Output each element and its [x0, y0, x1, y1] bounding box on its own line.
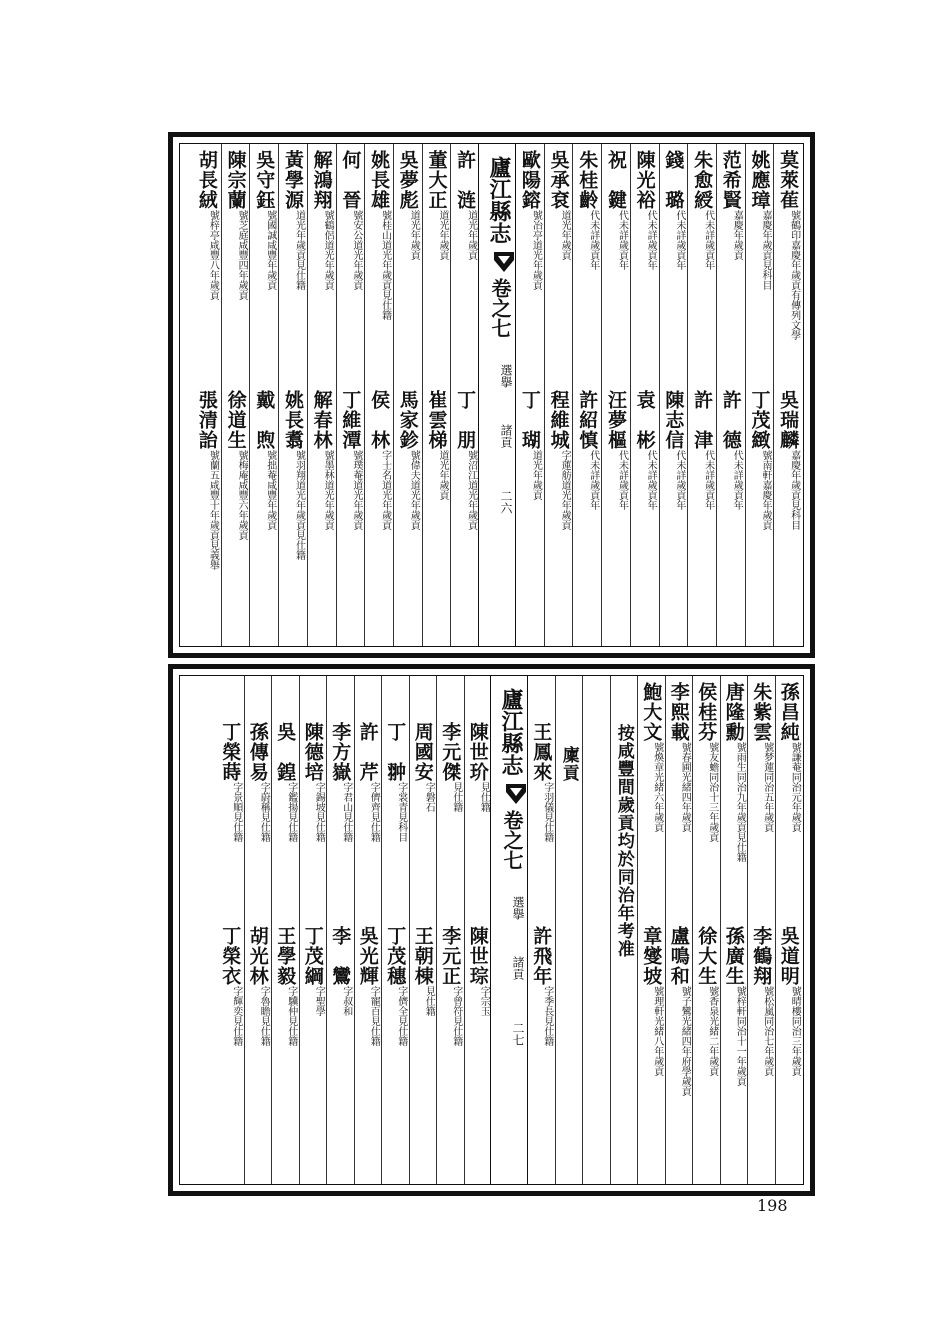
entry-name: 歐陽鎔: [518, 150, 541, 210]
entry-note: 字叔和: [340, 986, 352, 1016]
entry: [717, 150, 746, 383]
entry-note: 字魯瞻見仕籍: [258, 986, 270, 1046]
entry: [394, 390, 423, 620]
entry-note: 字聖學: [313, 986, 325, 1016]
entry-name: 丁 翀: [384, 722, 407, 782]
entry: [300, 722, 328, 917]
entry-note: 代未詳歲貢年: [702, 210, 714, 270]
text-column: [450, 144, 480, 646]
text-column: [409, 676, 438, 1184]
entry: [746, 150, 775, 383]
entry-name: 姚長翥: [281, 390, 304, 450]
entry: [545, 150, 574, 383]
entry: [528, 926, 556, 1162]
note-text-cell: [611, 724, 639, 1144]
subsection-label: 諸貢: [511, 956, 525, 980]
entry-name: 姚長雄: [368, 150, 391, 210]
entry: [602, 390, 631, 620]
entry: [337, 150, 366, 383]
text-column: [544, 144, 574, 646]
entry-name: 解鴻翔: [310, 150, 333, 210]
entry-name: 吳 鍠: [274, 722, 297, 782]
entry: [279, 150, 308, 383]
entry-name: 李熙載: [667, 682, 690, 742]
entry-note: 見仕籍: [450, 782, 462, 812]
section-label: 選擧: [499, 364, 513, 388]
entry-name: 侯 林: [368, 390, 391, 450]
entry-note: 號芝庭咸豐四年歲貢: [236, 210, 248, 300]
subsection-label: 諸貢: [499, 424, 513, 448]
entry-note: 字驥仲見仕籍: [285, 986, 297, 1046]
entry-note: 號雨生同治九年歲貢見仕籍: [734, 742, 746, 862]
entry-note: 道光年歲貢: [559, 210, 571, 260]
text-column: [249, 144, 279, 646]
entry-note: 代未詳歲貢年: [587, 450, 599, 510]
entry: [666, 926, 694, 1162]
entry-name: 朱愈綬: [691, 150, 714, 210]
entry-note: 號梦蓮同治五年歲貢: [761, 742, 773, 832]
entry-name: 陳志信: [662, 390, 685, 450]
folio-number: 二七: [511, 1022, 525, 1046]
entry: [308, 150, 337, 383]
text-column: [716, 144, 746, 646]
entry-note: 號桂山道光年歲貢見仕籍: [379, 210, 391, 320]
entry: [573, 150, 602, 383]
entry-note: 嘉慶年歲貢見科目: [759, 210, 771, 290]
entry: [602, 150, 631, 383]
entry: [776, 682, 804, 917]
entry-note: 字宗玉: [478, 986, 490, 1016]
text-column: [364, 144, 394, 646]
entry-note: 字輝奕見仕籍: [230, 986, 242, 1046]
text-column: [659, 144, 689, 646]
text-column: [773, 144, 803, 646]
entry-name: 陳宗蘭: [224, 150, 247, 210]
entry-note: 字鑑揚見仕籍: [285, 782, 297, 842]
entry-name: 李元傑: [439, 722, 462, 782]
entry-name: 許 德: [719, 390, 742, 450]
entry-name: 丁茂穗: [384, 926, 407, 986]
entry: [279, 390, 308, 620]
entry: [327, 926, 355, 1162]
entry-name: 許 津: [691, 390, 714, 450]
entry: [638, 926, 666, 1162]
entry: [217, 722, 245, 917]
entry-name: 孫傳易: [246, 722, 269, 782]
entry: [193, 390, 222, 620]
entry: [528, 722, 556, 912]
entry-name: 唐隆勳: [722, 682, 745, 742]
entry: [688, 390, 717, 620]
volume-label: 卷之七: [500, 810, 524, 870]
entry-note: 道光年歲貢: [436, 210, 448, 260]
entry-name: 丁榮蒔: [219, 722, 242, 782]
entry-note: 代未詳歲貢年: [673, 210, 685, 270]
text-column: [307, 144, 337, 646]
entry-note: 字寵百見仕籍: [368, 986, 380, 1046]
entry-note: 見仕籍: [478, 782, 490, 812]
entry: [222, 390, 251, 620]
text-column: [747, 676, 776, 1184]
text-column: [665, 676, 694, 1184]
page-number: 198: [757, 1196, 788, 1215]
entry-name: 胡長絨: [195, 150, 218, 210]
entry-note: 號蘭五咸豐十年歲貢見義舉: [207, 450, 219, 570]
entry: [217, 926, 245, 1162]
book-title: 廬江縣志: [498, 688, 524, 776]
entry: [465, 926, 493, 1162]
entry-note: 號春圃光緒四年歲貢: [679, 742, 691, 832]
text-column: [630, 144, 660, 646]
entry: [245, 722, 273, 917]
entry: [365, 150, 394, 383]
text-column: [299, 676, 328, 1184]
entry-note: 號冶亭道光年歲貢: [530, 210, 542, 290]
entry-note: 號謙菴同治元年歲貢: [789, 742, 801, 832]
entry: [688, 150, 717, 383]
entry: [410, 722, 438, 917]
top-page: [168, 132, 815, 658]
section-label: 選擧: [511, 896, 525, 920]
entry: [394, 150, 423, 383]
entry-name: 吳瑞麟: [777, 390, 800, 450]
entry-note: 嘉慶年歲貢見科目: [788, 450, 800, 530]
entry-name: 丁維潭: [339, 390, 362, 450]
entry-note: 字裳青見科目: [395, 782, 407, 842]
text-column: [354, 676, 383, 1184]
entry: [437, 722, 465, 917]
entry-note: 號安公道光年歲貢: [350, 210, 362, 290]
entry: [451, 390, 480, 620]
entry: [545, 390, 574, 620]
entry-note: 號松嵐同治七年歲貢: [761, 986, 773, 1076]
entry-note: 號友蟾同治十三年歲貢: [706, 742, 718, 842]
entry: [660, 390, 689, 620]
entry: [250, 390, 279, 620]
entry: [721, 926, 749, 1162]
entry: [437, 926, 465, 1162]
entry-name: 汪夢樞: [604, 390, 627, 450]
entry: [666, 682, 694, 917]
entry-name: 孫廣生: [722, 926, 745, 986]
note-text: 按咸豐間歲貢均於同治年考准: [613, 724, 634, 958]
entry-note: 號璞菴道光年歲貢: [350, 450, 362, 530]
center-header: [478, 144, 516, 646]
entry-name: 侯桂芬: [695, 682, 718, 742]
text-column: [221, 144, 251, 646]
text-column: [464, 676, 493, 1184]
entry: [465, 722, 493, 917]
entry-note: 代未詳歲貢年: [616, 210, 628, 270]
entry-name: 吳光輝: [356, 926, 379, 986]
entry-name: 何 晉: [339, 150, 362, 210]
entry-name: 解春林: [310, 390, 333, 450]
entry-note: 號鶴印嘉慶年歲貢有傳列文學: [788, 210, 800, 340]
entry-note: 號理軒光緒八年歲貢: [651, 986, 663, 1076]
entry-name: 盧鳴和: [667, 926, 690, 986]
entry-name: 陳德培: [301, 722, 324, 782]
entry: [365, 390, 394, 620]
text-column: [515, 144, 545, 646]
entry-note: 道光年歲貢: [436, 450, 448, 500]
text-column: [422, 144, 452, 646]
entry-name: 陳世琮: [466, 926, 489, 986]
entry-note: 字士名道光年歲貢: [379, 450, 391, 530]
entry: [631, 150, 660, 383]
entry-note: 道光年歲貢: [465, 210, 477, 260]
volume-label: 卷之七: [488, 278, 512, 338]
text-column: [775, 676, 804, 1184]
entry-name: 吳道明: [777, 926, 800, 986]
entry-name: 張清詒: [195, 390, 218, 450]
entry: [250, 150, 279, 383]
entry-name: 許紹慎: [576, 390, 599, 450]
entry-name: 徐道生: [224, 390, 247, 450]
text-column: [217, 676, 245, 1184]
text-column: [601, 144, 631, 646]
text-column: [687, 144, 717, 646]
book-title: 廬江縣志: [486, 156, 512, 244]
entry-name: 許飛年: [530, 926, 553, 986]
folio-number: 二六: [499, 490, 513, 514]
entry-note: 代未詳歲貢年: [673, 450, 685, 510]
entry-note: 代未詳歲貢年: [645, 210, 657, 270]
entry: [382, 926, 410, 1162]
entry-name: 許 芹: [356, 722, 379, 782]
entry-name: 孫昌純: [777, 682, 800, 742]
entry-name: 范希賢: [719, 150, 742, 210]
entry-name: 李 鸞: [329, 926, 352, 986]
entry-name: 李方嶽: [329, 722, 352, 782]
entry-note: 號羽翔道光年歲貢見仕籍: [293, 450, 305, 560]
entry-note: 道光年歲貢見仕籍: [293, 210, 305, 290]
entry-note: 號香泉光緒二年歲貢: [706, 986, 718, 1076]
entry: [423, 390, 452, 620]
entry-note: 字景順見仕籍: [230, 782, 242, 842]
text-column: [326, 676, 355, 1184]
entry-note: 代未詳歲貢年: [645, 450, 657, 510]
entry: [410, 926, 438, 1162]
text-column: [271, 676, 300, 1184]
text-column: [436, 676, 465, 1184]
entry-note: 道光年歲貢: [530, 450, 542, 500]
entry: [355, 926, 383, 1162]
text-column: [637, 676, 666, 1184]
entry-name: 丁 朋: [454, 390, 477, 450]
entry: [748, 926, 776, 1162]
bottom-page: [168, 664, 815, 1196]
entry-name: 董大正: [425, 150, 448, 210]
entry: [776, 926, 804, 1162]
entry-note: 號墨林道光年歲貢: [322, 450, 334, 530]
entry-note: 號煥章光緒六年歲貢: [651, 742, 663, 832]
entry-name: 吳承袞: [547, 150, 570, 210]
entry-note: 代未詳歲貢年: [587, 210, 599, 270]
entry-note: 代未詳歲貢年: [731, 450, 743, 510]
entry: [638, 682, 666, 917]
text-column: [381, 676, 410, 1184]
entry-note: 號偉夫道光年歲貢: [408, 450, 420, 530]
entry-note: 號拙菴咸豐年歲貢: [264, 450, 276, 530]
text-column: [610, 676, 639, 1184]
entry-name: 吳守鈺: [253, 150, 276, 210]
fish-tail-mark-icon: [493, 250, 515, 274]
entry-note: 字磐石: [423, 782, 435, 812]
entry: [272, 722, 300, 917]
entry-name: 李元正: [439, 926, 462, 986]
bottom-page-frame: [179, 675, 804, 1185]
entry-name: 許 涟: [454, 150, 477, 210]
entry: [748, 682, 776, 917]
entry: [774, 150, 803, 383]
entry: [300, 926, 328, 1162]
text-column: [582, 676, 611, 1184]
entry-note: 字儕齊見仕籍: [368, 782, 380, 842]
entry-name: 程維城: [547, 390, 570, 450]
entry-note: 號沼江道光年歲貢: [465, 450, 477, 530]
text-column: [393, 144, 423, 646]
entry-name: 鮑大文: [640, 682, 663, 742]
entry-note: 字儕全見仕籍: [395, 986, 407, 1046]
entry-name: 黃學源: [281, 150, 304, 210]
entry-name: 戴 煦: [253, 390, 276, 450]
entry-name: 章燮坡: [640, 926, 663, 986]
text-column: [572, 144, 602, 646]
entry-name: 崔雲梯: [425, 390, 448, 450]
entry-name: 周國安: [411, 722, 434, 782]
entry-note: 嘉慶年歲貢: [731, 210, 743, 260]
text-column: [527, 676, 556, 1184]
entry: [693, 926, 721, 1162]
entry: [573, 390, 602, 620]
entry: [774, 390, 803, 620]
entry-note: 號子鸞光緒四年府學歲貢: [679, 986, 691, 1096]
entry: [245, 926, 273, 1162]
text-column: [555, 676, 584, 1184]
entry-note: 字季長見仕籍: [541, 986, 553, 1046]
entry: [746, 390, 775, 620]
entry-name: 丁 瑚: [518, 390, 541, 450]
entry-name: 丁榮衣: [219, 926, 242, 986]
section-heading-cell: [556, 746, 584, 846]
entry: [451, 150, 480, 383]
entry-name: 王朝棟: [411, 926, 434, 986]
entry-note: 字蔚稱見仕籍: [258, 782, 270, 842]
entry: [308, 390, 337, 620]
entry: [337, 390, 366, 620]
section-heading: 廩貢: [558, 746, 579, 782]
center-header: [490, 676, 528, 1184]
entry-name: 徐大生: [695, 926, 718, 986]
entry-note: 號南軒嘉慶年歲貢: [759, 450, 771, 530]
entry: [660, 150, 689, 383]
entry-note: 代未詳歲貢年: [702, 450, 714, 510]
text-column: [244, 676, 273, 1184]
entry-note: 字錫坡見仕籍: [313, 782, 325, 842]
text-column: [193, 144, 222, 646]
entry: [423, 150, 452, 383]
entry: [382, 722, 410, 917]
entry: [516, 390, 545, 620]
entry-note: 見仕籍: [423, 986, 435, 1016]
text-column: [745, 144, 775, 646]
text-column: [720, 676, 749, 1184]
entry: [222, 150, 251, 383]
entry-note: 代未詳歲貢年: [616, 450, 628, 510]
entry-name: 朱紫雲: [750, 682, 773, 742]
entry-name: 姚應璋: [748, 150, 771, 210]
entry-note: 道光年歲貢: [408, 210, 420, 260]
entry: [193, 150, 222, 383]
entry: [355, 722, 383, 917]
entry: [516, 150, 545, 383]
entry-note: 字曾符見仕籍: [450, 986, 462, 1046]
entry-name: 吳夢彪: [396, 150, 419, 210]
fish-tail-mark-icon: [505, 782, 527, 806]
entry-name: 馬家鉁: [396, 390, 419, 450]
top-page-frame: [179, 143, 804, 647]
entry-name: 錢 璐: [662, 150, 685, 210]
entry-name: 莫萊萑: [777, 150, 800, 210]
entry: [721, 682, 749, 917]
text-column: [692, 676, 721, 1184]
entry-name: 祝 鍵: [604, 150, 627, 210]
entry: [717, 390, 746, 620]
entry-name: 李鶴翔: [750, 926, 773, 986]
entry-note: 號國誠咸豐年歲貢: [264, 210, 276, 290]
entry-name: 陳世玠: [466, 722, 489, 782]
text-column: [336, 144, 366, 646]
entry: [631, 390, 660, 620]
entry: [272, 926, 300, 1162]
entry-name: 丁茂緻: [748, 390, 771, 450]
entry-name: 朱桂齡: [576, 150, 599, 210]
entry-note: 字蓮舫道光年歲貢: [559, 450, 571, 530]
entry-note: 號晴樓同治三年歲貢: [789, 986, 801, 1076]
entry: [693, 682, 721, 917]
entry-note: 號梓亭咸豐八年歲貢: [207, 210, 219, 300]
entry-name: 王鳳來: [530, 722, 553, 782]
entry-name: 丁茂綱: [301, 926, 324, 986]
entry-name: 胡光林: [246, 926, 269, 986]
text-column: [278, 144, 308, 646]
entry-note: 號梓軒同治十一年歲貢: [734, 986, 746, 1086]
entry-note: 號鶴侶道光年歲貢: [322, 210, 334, 290]
entry-name: 袁 彬: [633, 390, 656, 450]
entry-note: 號梅庵咸豐六年歲貢: [236, 450, 248, 540]
entry: [327, 722, 355, 917]
entry-name: 陳光裕: [633, 150, 656, 210]
entry-name: 王學毅: [274, 926, 297, 986]
entry-note: 字羽儀見仕籍: [541, 782, 553, 842]
entry-note: 字君山見仕籍: [340, 782, 352, 842]
